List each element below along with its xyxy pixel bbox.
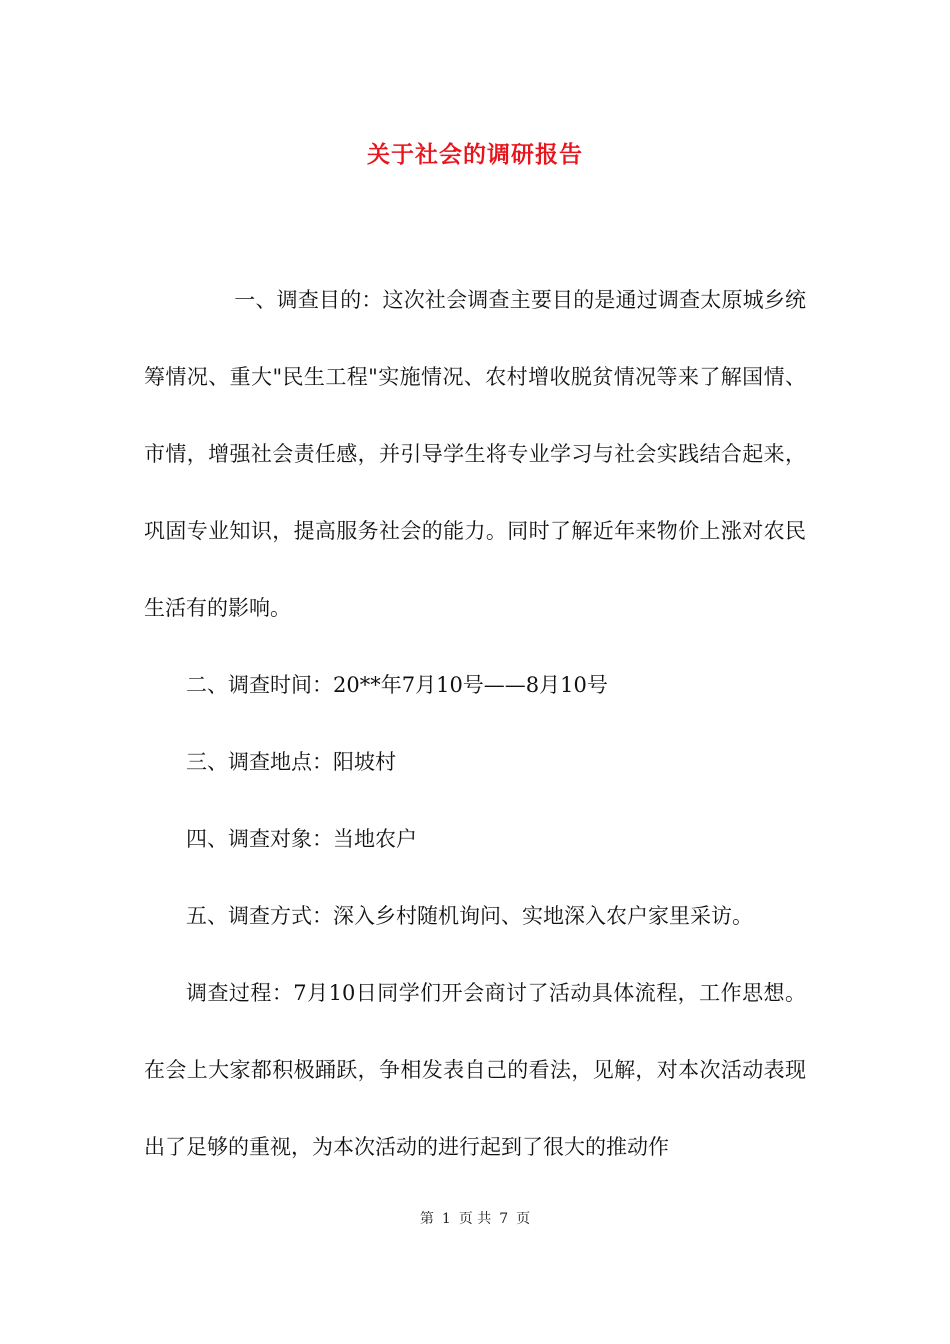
footer-current-page: 1 — [441, 1211, 451, 1227]
document-title: 关于社会的调研报告 — [367, 141, 583, 168]
paragraph-method: 五、调查方式：深入乡村随机询问、实地深入农户家里采访。 — [186, 904, 753, 928]
paragraph-location: 三、调查地点：阳坡村 — [186, 750, 396, 774]
footer-middle: 页 共 — [458, 1211, 492, 1227]
page-footer — [0, 1208, 950, 1228]
paragraph-process: 调查过程：7月10日同学们开会商讨了活动具体流程，工作思想。在会上大家都积极踊跃，争相发表自己的看法，见解，对本次活动表现出了足够的重视，为本次活动的进行起到了很大的推动作 — [144, 981, 806, 1159]
footer-prefix: 第 — [419, 1211, 434, 1227]
paragraph-time: 二、调查时间：20**年7月10号——8月10号 — [186, 673, 608, 697]
document-body — [144, 262, 806, 1186]
paragraph-subject: 四、调查对象：当地农户 — [186, 827, 417, 851]
footer-suffix: 页 — [516, 1211, 531, 1227]
footer-total-pages: 7 — [499, 1211, 509, 1227]
paragraph-purpose: 一、调查目的：这次社会调查主要目的是通过调查太原城乡统筹情况、重大"民生工程"实施情况、农村增收脱贫情况等来了解国情、市情，增强社会责任感，并引导学生将专业学习与社会实践结合起来，巩固专业知识，提高服务社会的能力。同时了解近年来物价上涨对农民生活有的影响。 — [144, 288, 806, 620]
